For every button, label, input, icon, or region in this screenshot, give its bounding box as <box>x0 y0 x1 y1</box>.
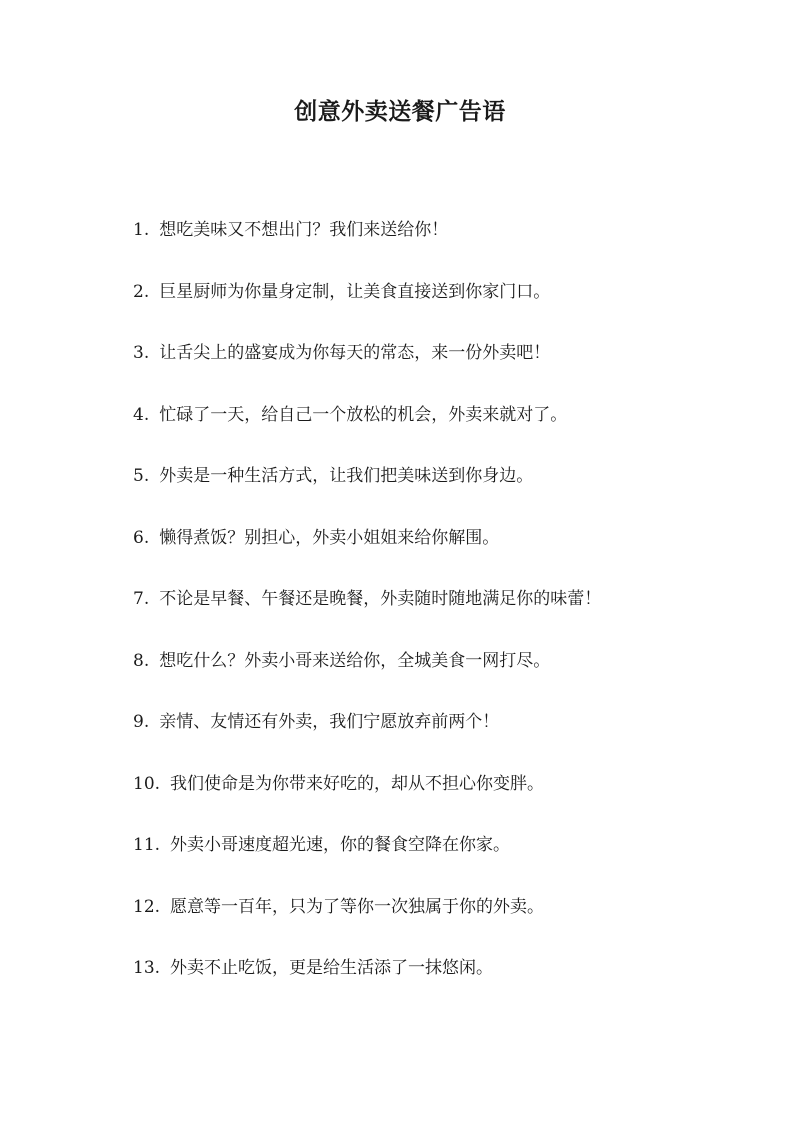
item-text: 外卖不止吃饭，更是给生活添了一抹悠闲。 <box>170 958 494 978</box>
item-number: 5. <box>133 466 150 486</box>
list-item <box>133 397 733 459</box>
item-number: 12. <box>133 896 161 917</box>
list-item <box>133 766 733 828</box>
list-item <box>133 827 733 889</box>
item-number: 9. <box>133 712 150 732</box>
item-number: 6. <box>133 527 150 548</box>
item-text: 巨星厨师为你量身定制，让美食直接送到你家门口。 <box>159 281 551 302</box>
item-number: 3. <box>133 343 150 363</box>
item-text: 懒得煮饭？别担心，外卖小姐姐来给你解围。 <box>159 527 500 548</box>
item-number: 1. <box>133 220 150 240</box>
item-text: 外卖小哥速度超光速，你的餐食空降在你家。 <box>170 835 511 855</box>
item-text: 想吃什么？外卖小哥来送给你，全城美食一网打尽。 <box>159 650 551 671</box>
item-text: 让舌尖上的盛宴成为你每天的常态，来一份外卖吧！ <box>159 343 551 363</box>
list-item <box>133 212 733 274</box>
list-item <box>133 950 733 1012</box>
list-item <box>133 335 733 397</box>
item-text: 亲情、友情还有外卖，我们宁愿放弃前两个！ <box>159 712 500 732</box>
list-item <box>133 520 733 582</box>
item-number: 10. <box>133 773 161 794</box>
list-item <box>133 643 733 705</box>
item-text: 愿意等一百年，只为了等你一次独属于你的外卖。 <box>170 896 545 917</box>
item-number: 13. <box>133 958 161 978</box>
item-number: 7. <box>133 589 150 609</box>
list-item <box>133 581 733 643</box>
list-item <box>133 458 733 520</box>
item-text: 我们使命是为你带来好吃的，却从不担心你变胖。 <box>170 773 545 794</box>
list-item <box>133 274 733 336</box>
list-item <box>133 889 733 951</box>
item-number: 11. <box>133 835 161 855</box>
item-text: 忙碌了一天，给自己一个放松的机会，外卖来就对了。 <box>159 404 568 425</box>
item-text: 外卖是一种生活方式，让我们把美味送到你身边。 <box>159 466 534 486</box>
item-number: 8. <box>133 650 150 671</box>
item-text: 想吃美味又不想出门？我们来送给你！ <box>159 220 449 240</box>
document-title: 创意外卖送餐广告语 <box>294 98 506 125</box>
list-item <box>133 704 733 766</box>
item-text: 不论是早餐、午餐还是晚餐，外卖随时随地满足你的味蕾！ <box>159 589 602 609</box>
item-number: 2. <box>133 281 150 302</box>
slogan-list <box>133 212 733 1012</box>
item-number: 4. <box>133 404 150 425</box>
